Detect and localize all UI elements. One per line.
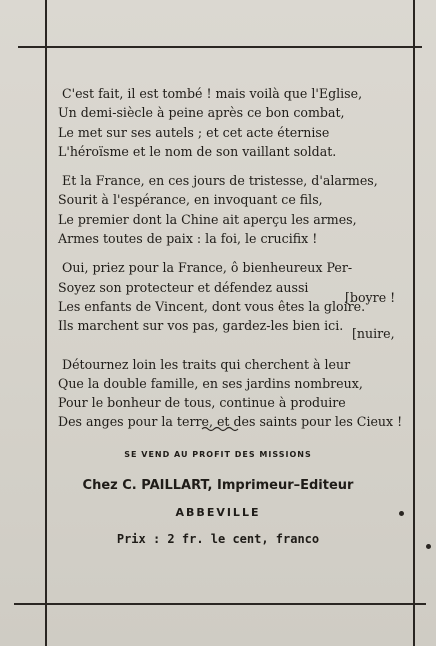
poem-line: Les enfants de Vincent, dont vous êtes la gloire. [58, 298, 366, 314]
top-rule [18, 46, 422, 48]
poem-line: Ils marchent sur vos pas, gardez-les bien ici. [58, 318, 344, 334]
ornament-divider [200, 425, 240, 433]
stanza-1 [58, 84, 408, 161]
aside-nuire: [nuire, [352, 326, 395, 341]
poem-line: L'héroïsme et le nom de son vaillant soldat. [58, 143, 337, 159]
stanza-2 [58, 171, 408, 248]
ink-dot [426, 544, 431, 549]
poem [58, 84, 408, 442]
poem-line: Le met sur ses autels ; et cet acte éternise [58, 124, 330, 140]
poem-line: Et la France, en ces jours de tristesse, d'alarmes, [62, 173, 378, 189]
poem-line: Sourit à l'espérance, en invoquant ce fils, [58, 192, 323, 208]
poem-line: C'est fait, il est tombé ! mais voilà que l'Eglise, [62, 86, 363, 101]
poem-line: Que la double famille, en ses jardins nombreux, [58, 375, 363, 391]
poem-line: Soyez son protecteur et défendez aussi [58, 279, 309, 295]
publisher-line: Chez C. PAILLART, Imprimeur–Editeur [82, 478, 354, 493]
poem-line: Armes toutes de paix : la foi, le crucifix ! [58, 231, 318, 247]
poem-line: Pour le bonheur de tous, continue à produire [58, 395, 346, 411]
poem-line: Le premier dont la Chine ait aperçu les armes, [58, 211, 357, 227]
poem-line: Détournez loin les traits qui cherchent à leur [62, 356, 351, 372]
aside-boyre: [boyre ! [345, 290, 396, 305]
sale-notice: SE VEND AU PROFIT DES MISSIONS [124, 450, 312, 459]
poem-line: Oui, priez pour la France, ô bienheureux Per- [62, 260, 353, 276]
ink-dot [399, 511, 404, 516]
right-rule [413, 0, 415, 646]
city-line: ABBEVILLE [175, 506, 261, 519]
price-line: Prix : 2 fr. le cent, franco [116, 532, 320, 546]
left-rule [45, 0, 47, 646]
poem-line: Des anges pour la terre, et des saints pour les Cieux ! [58, 414, 403, 430]
poem-line: Un demi-siècle à peine après ce bon combat, [58, 105, 345, 121]
bottom-rule [14, 603, 426, 605]
stanza-4 [58, 355, 408, 432]
